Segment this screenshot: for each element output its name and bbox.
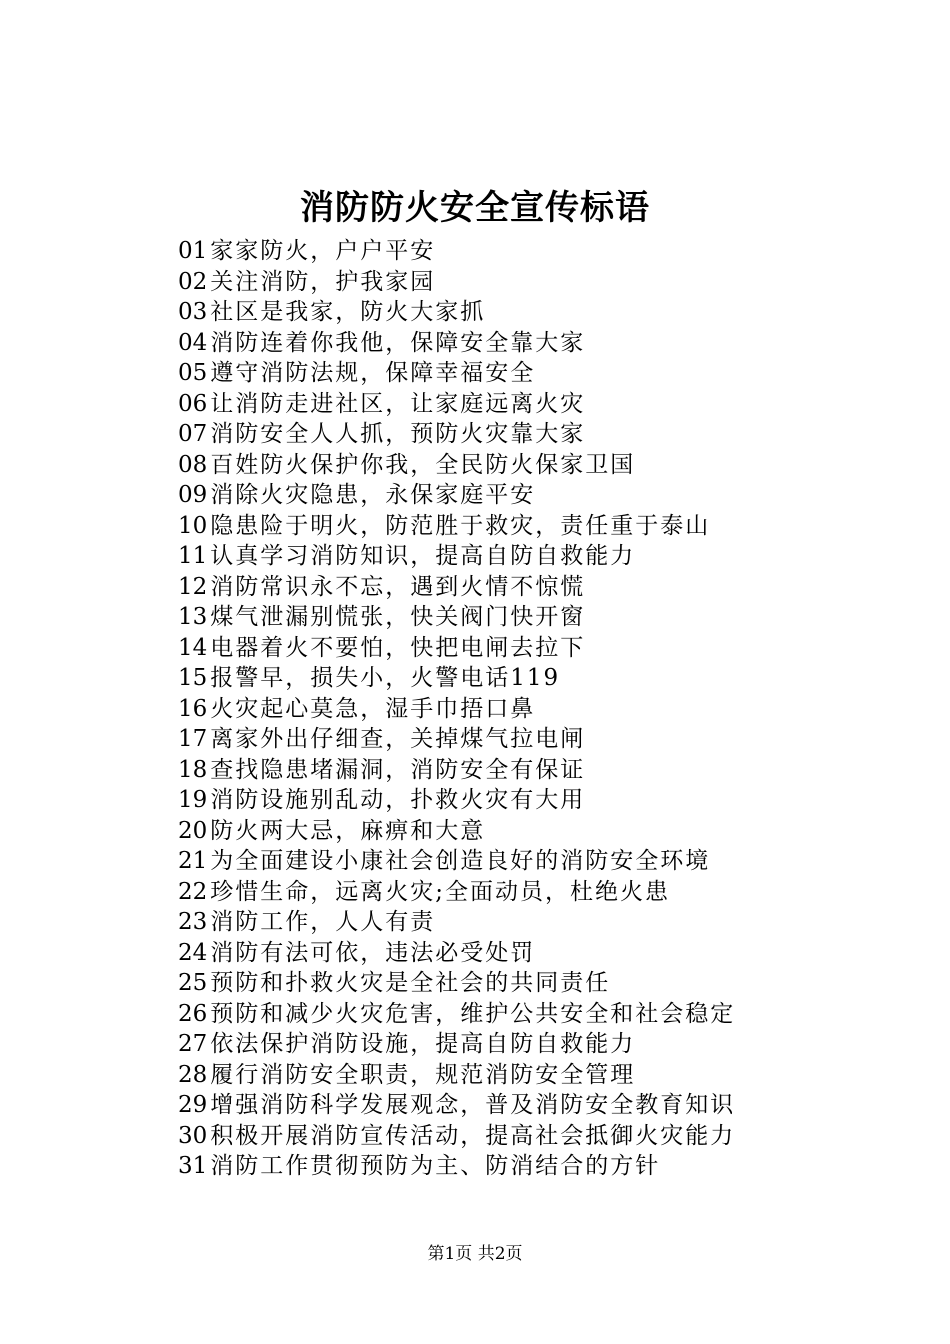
slogan-number: 10 [178,512,208,539]
slogan-number: 03 [178,299,208,325]
slogan-text: 社区是我家，防火大家抓 [210,299,486,325]
list-item [178,816,778,847]
list-item [178,907,778,938]
slogan-number: 01 [178,238,208,264]
slogan-number: 29 [178,1092,208,1118]
slogan-text: 消防有法可依，违法必受处罚 [210,939,536,966]
slogan-text: 消防常识永不忘，遇到火情不惊慌 [210,573,586,600]
list-item [178,1090,778,1121]
slogan-number: 15 [178,665,208,691]
slogan-number: 12 [178,573,208,600]
list-item [178,694,778,725]
slogan-text: 报警早，损失小，火警电话119 [210,665,561,691]
slogan-number: 25 [178,970,208,996]
slogan-number: 21 [178,848,208,874]
list-item [178,999,778,1030]
slogan-number: 02 [178,268,208,295]
slogan-text: 防火两大忌，麻痹和大意 [210,817,486,844]
list-item [178,1121,778,1152]
slogan-text: 履行消防安全职责，规范消防安全管理 [210,1061,636,1088]
slogan-list [178,236,778,1182]
slogan-number: 24 [178,939,208,966]
slogan-text: 家家防火，户户平安 [210,238,436,264]
list-item [178,724,778,755]
slogan-number: 26 [178,1000,208,1027]
list-item [178,1060,778,1091]
slogan-number: 27 [178,1031,208,1057]
list-item [178,938,778,969]
slogan-text: 积极开展消防宣传活动，提高社会抵御火灾能力 [210,1122,736,1149]
slogan-text: 消防设施别乱动，扑救火灾有大用 [210,787,586,813]
slogan-text: 预防和减少火灾危害，维护公共安全和社会稳定 [210,1000,736,1027]
list-item [178,511,778,542]
slogan-number: 05 [178,360,208,386]
slogan-number: 19 [178,787,208,813]
list-item [178,297,778,328]
list-item [178,419,778,450]
list-item [178,1029,778,1060]
list-item [178,846,778,877]
document-title: 消防防火安全宣传标语 [300,188,650,228]
list-item [178,480,778,511]
slogan-text: 消防连着你我他，保障安全靠大家 [210,329,586,356]
slogan-text: 电器着火不要怕，快把电闸去拉下 [210,634,586,661]
slogan-number: 18 [178,756,208,783]
slogan-text: 隐患险于明火，防范胜于救灾，责任重于泰山 [210,512,711,539]
slogan-text: 遵守消防法规，保障幸福安全 [210,360,536,386]
slogan-number: 31 [178,1153,208,1179]
slogan-number: 20 [178,817,208,844]
list-item [178,541,778,572]
list-item [178,785,778,816]
list-item [178,267,778,298]
list-item [178,1151,778,1182]
slogan-text: 百姓防火保护你我，全民防火保家卫国 [210,451,636,478]
slogan-text: 认真学习消防知识，提高自防自救能力 [210,543,636,569]
list-item [178,450,778,481]
slogan-number: 14 [178,634,208,661]
slogan-text: 增强消防科学发展观念，普及消防安全教育知识 [210,1092,736,1118]
list-item [178,236,778,267]
slogan-number: 04 [178,329,208,356]
slogan-text: 消除火灾隐患，永保家庭平安 [210,482,536,508]
slogan-text: 消防安全人人抓，预防火灾靠大家 [210,421,586,447]
slogan-number: 07 [178,421,208,447]
slogan-text: 消防工作贯彻预防为主、防消结合的方针 [210,1153,661,1179]
list-item [178,755,778,786]
slogan-text: 为全面建设小康社会创造良好的消防安全环境 [210,848,711,874]
slogan-text: 关注消防，护我家园 [210,268,436,295]
slogan-text: 消防工作，人人有责 [210,909,436,935]
page-footer: 第1页 共2页 [427,1244,523,1264]
slogan-text: 预防和扑救火灾是全社会的共同责任 [210,970,611,996]
list-item [178,602,778,633]
slogan-number: 17 [178,726,208,752]
slogan-number: 13 [178,604,208,630]
slogan-number: 28 [178,1061,208,1088]
list-item [178,633,778,664]
slogan-number: 16 [178,695,208,722]
slogan-number: 30 [178,1122,208,1149]
list-item [178,358,778,389]
slogan-number: 08 [178,451,208,478]
slogan-number: 23 [178,909,208,935]
slogan-text: 查找隐患堵漏洞，消防安全有保证 [210,756,586,783]
slogan-number: 22 [178,878,208,905]
list-item [178,328,778,359]
slogan-text: 依法保护消防设施，提高自防自救能力 [210,1031,636,1057]
slogan-text: 离家外出仔细查，关掉煤气拉电闸 [210,726,586,752]
slogan-text: 让消防走进社区，让家庭远离火灾 [210,390,586,417]
list-item [178,663,778,694]
slogan-number: 06 [178,390,208,417]
list-item [178,572,778,603]
list-item [178,968,778,999]
list-item [178,389,778,420]
slogan-text: 煤气泄漏别慌张，快关阀门快开窗 [210,604,586,630]
slogan-number: 09 [178,482,208,508]
list-item [178,877,778,908]
slogan-text: 火灾起心莫急，湿手巾捂口鼻 [210,695,536,722]
slogan-number: 11 [178,543,208,569]
slogan-text: 珍惜生命，远离火灾;全面动员，杜绝火患 [210,878,671,905]
